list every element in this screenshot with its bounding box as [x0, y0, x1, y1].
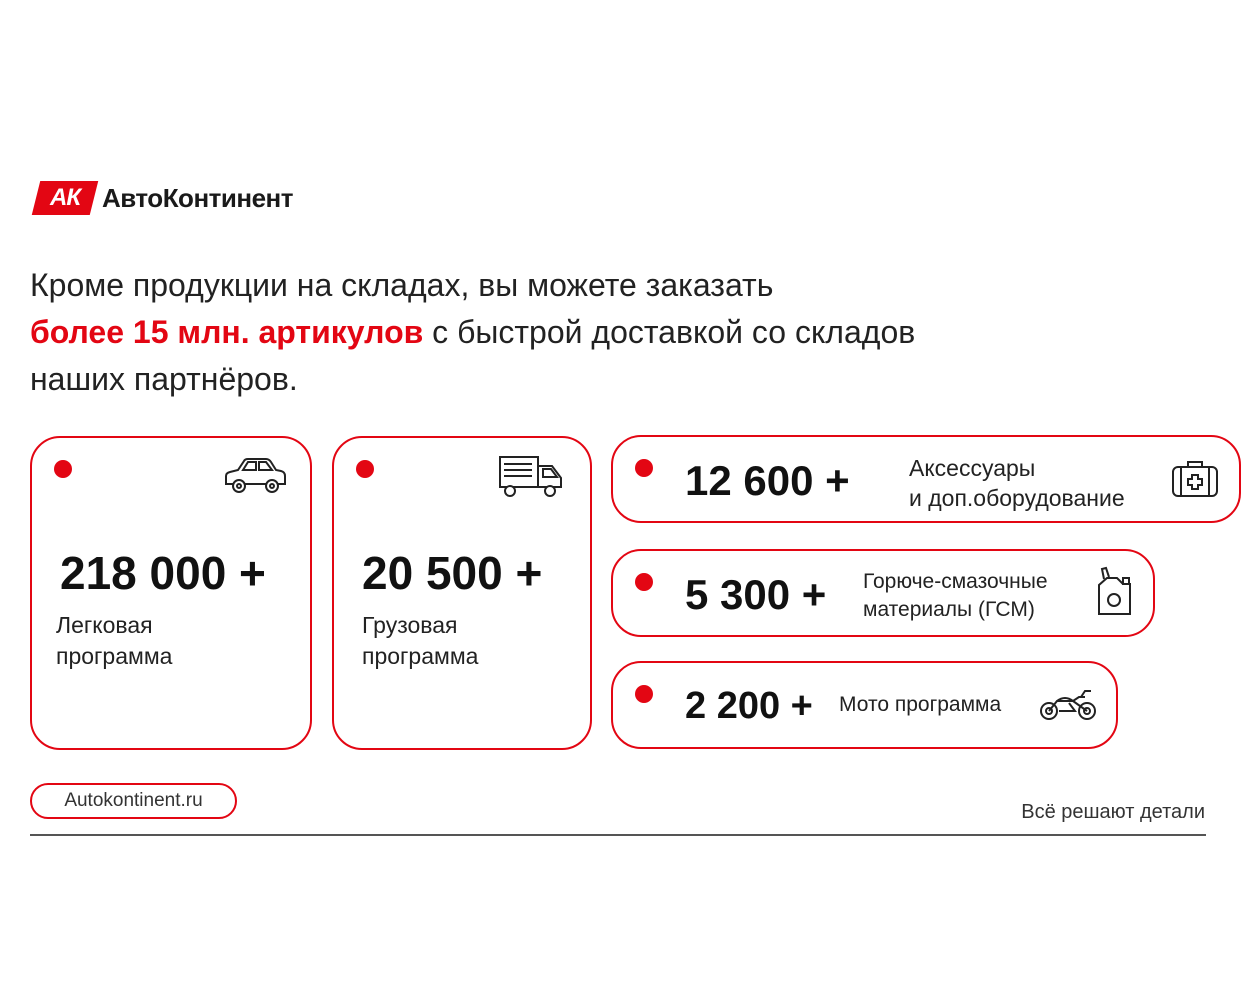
brand-name: АвтоКонтинент — [102, 182, 293, 213]
accessories-label-line-1: Аксессуары — [909, 455, 1036, 481]
bullet-dot — [635, 459, 653, 477]
accessories-label — [909, 453, 1125, 513]
lubricants-count: 5 300 + — [685, 571, 827, 618]
bullet-dot — [635, 685, 653, 703]
site-link[interactable]: Autokontinent.ru — [30, 783, 237, 819]
logo-badge-text: АК — [49, 184, 81, 211]
first-aid-kit-icon — [1171, 459, 1219, 499]
car-icon — [222, 456, 288, 496]
truck-icon — [498, 454, 564, 500]
accessories-count: 12 600 + — [685, 457, 850, 504]
truck-label-line-1: Грузовая — [362, 612, 458, 638]
card-passenger — [30, 436, 312, 750]
headline — [30, 262, 1230, 403]
passenger-label-line-2: программа — [56, 643, 173, 669]
passenger-label-line-1: Легковая — [56, 612, 153, 638]
headline-accent: более 15 млн. артикулов — [30, 314, 424, 350]
card-lubricants — [611, 549, 1155, 637]
truck-label — [362, 610, 478, 672]
headline-line-2-rest: с быстрой доставкой со складов — [423, 314, 916, 350]
bullet-dot — [635, 573, 653, 591]
passenger-label — [56, 610, 172, 672]
brand-logo — [30, 180, 293, 216]
passenger-count: 218 000 + — [60, 547, 266, 599]
card-truck — [332, 436, 592, 750]
card-moto — [611, 661, 1118, 749]
accessories-label-line-2: и доп.оборудование — [909, 485, 1125, 511]
card-accessories — [611, 435, 1241, 523]
bullet-dot — [54, 460, 72, 478]
moto-count: 2 200 + — [685, 685, 813, 727]
lubricants-label — [863, 568, 1048, 624]
headline-line-3: наших партнёров. — [30, 361, 298, 397]
footer-divider — [30, 834, 1206, 836]
motorcycle-icon — [1039, 687, 1097, 721]
truck-count: 20 500 + — [362, 547, 543, 599]
lubricants-label-line-1: Горюче-смазочные — [863, 570, 1048, 593]
headline-line-1: Кроме продукции на складах, вы можете заказать — [30, 267, 774, 303]
lubricants-label-line-2: материалы (ГСМ) — [863, 598, 1035, 621]
truck-label-line-2: программа — [362, 643, 479, 669]
moto-label: Мото программа — [839, 693, 1002, 716]
logo-badge — [32, 181, 98, 215]
tagline: Всё решают детали — [1021, 801, 1205, 823]
bullet-dot — [356, 460, 374, 478]
headline-line-2 — [30, 309, 1230, 356]
fuel-canister-icon — [1095, 565, 1135, 617]
